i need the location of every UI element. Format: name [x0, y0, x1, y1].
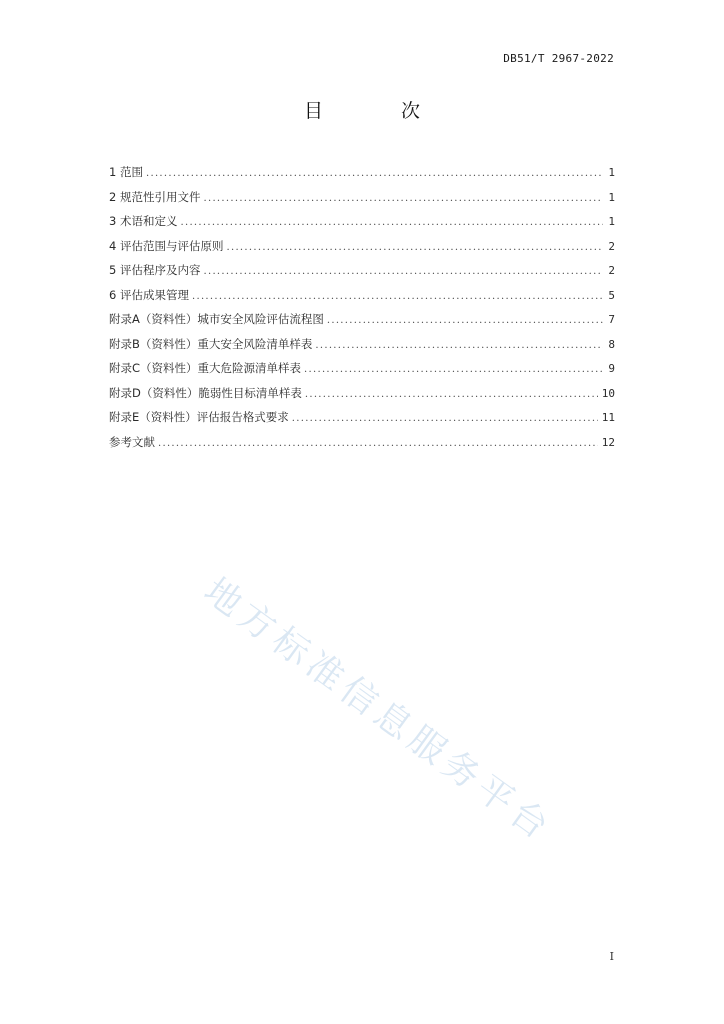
toc-entry-label: 附录A（资料性）城市安全风险评估流程图 [109, 312, 324, 326]
toc-entry-page: 2 [608, 264, 615, 277]
toc-entry-results-management[interactable] [109, 283, 615, 308]
toc-dot-leader [305, 383, 598, 408]
standard-code: DB51/T 2967-2022 [503, 52, 614, 65]
toc-entry-label: 附录D（资料性）脆弱性目标清单样表 [109, 385, 302, 400]
toc-entry-appendix-c[interactable] [109, 356, 615, 381]
toc-entry-page: 11 [601, 411, 615, 424]
toc-entry-label: 参考文献 [109, 434, 155, 449]
toc-entry-appendix-b[interactable] [109, 332, 615, 357]
toc-entry-page: 8 [608, 337, 615, 351]
toc-entry-normative-references[interactable] [109, 185, 615, 210]
toc-entry-page: 7 [608, 313, 615, 326]
toc-entry-label: 3 术语和定义 [109, 214, 178, 228]
toc-dot-leader [315, 334, 603, 359]
toc-entry-label: 2 规范性引用文件 [109, 189, 201, 204]
toc-entry-page: 2 [608, 239, 615, 253]
toc-dot-leader [203, 187, 603, 212]
page-number: I [609, 950, 614, 963]
toc-entry-page: 1 [608, 166, 615, 179]
toc-entry-label: 附录E（资料性）评估报告格式要求 [109, 410, 289, 424]
toc-entry-terms-definitions[interactable] [109, 209, 615, 234]
toc-entry-label: 4 评估范围与评估原则 [109, 238, 224, 253]
toc-entry-page: 10 [601, 386, 615, 400]
toc-entry-appendix-e[interactable] [109, 405, 615, 430]
toc-entry-assessment-procedure[interactable] [109, 258, 615, 283]
toc-entry-label: 附录C（资料性）重大危险源清单样表 [109, 361, 302, 375]
toc-entry-appendix-d[interactable] [109, 381, 615, 406]
toc-entry-page: 5 [608, 288, 615, 302]
toc-entry-scope[interactable] [109, 160, 615, 185]
toc-list [109, 160, 615, 454]
toc-dot-leader [192, 285, 603, 310]
toc-entry-label: 5 评估程序及内容 [109, 263, 201, 277]
toc-dot-leader [292, 407, 598, 432]
toc-dot-leader [226, 236, 603, 261]
toc-entry-label: 附录B（资料性）重大安全风险清单样表 [109, 336, 313, 351]
toc-entry-page: 1 [608, 215, 615, 228]
toc-entry-page: 9 [608, 362, 615, 375]
toc-dot-leader [304, 358, 603, 383]
toc-dot-leader [180, 211, 603, 236]
toc-entry-assessment-scope[interactable] [109, 234, 615, 259]
toc-entry-page: 1 [608, 190, 615, 204]
toc-entry-label: 1 范围 [109, 165, 143, 179]
toc-dot-leader [158, 432, 598, 457]
toc-entry-label: 6 评估成果管理 [109, 287, 189, 302]
toc-entry-page: 12 [601, 435, 615, 449]
toc-title: 目 次 [303, 100, 457, 122]
toc-entry-bibliography[interactable] [109, 430, 615, 455]
toc-dot-leader [327, 309, 603, 334]
toc-dot-leader [146, 162, 603, 187]
watermark: 地方标准信息服务平台 [196, 570, 561, 851]
toc-dot-leader [203, 260, 603, 285]
toc-entry-appendix-a[interactable] [109, 307, 615, 332]
